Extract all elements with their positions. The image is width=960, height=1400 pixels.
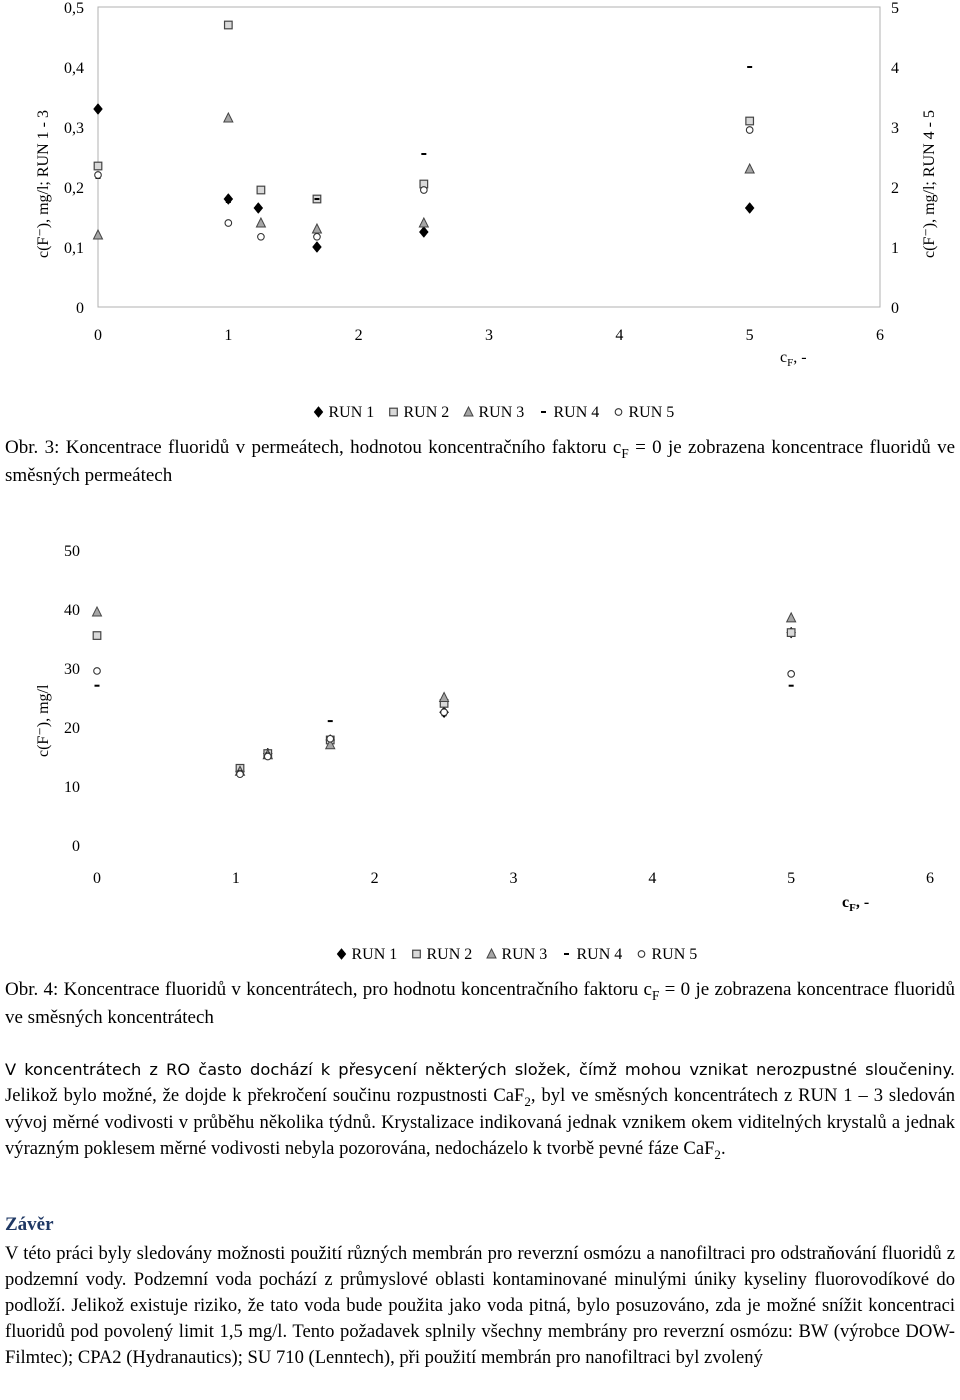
legend-item	[638, 946, 697, 963]
x-tick-label: 6	[926, 870, 934, 887]
data-point-run-4	[421, 153, 426, 155]
x-tick-label: 2	[354, 327, 363, 344]
legend-item	[464, 404, 524, 421]
data-point-run-2	[94, 162, 102, 170]
legend-marker	[314, 407, 323, 418]
y-tick-label: 30	[64, 661, 80, 678]
y-tick-label-left: 0,5	[64, 0, 84, 17]
data-point-run-4	[789, 685, 794, 687]
legend-marker	[564, 953, 569, 955]
chart-permeate-fluoride	[0, 0, 960, 430]
data-point-run-5	[258, 234, 265, 241]
legend-item	[487, 946, 547, 963]
legend	[337, 946, 697, 963]
legend-marker	[413, 950, 421, 958]
y-tick-label-left: 0,2	[64, 180, 84, 197]
x-tick-label: 6	[876, 327, 884, 344]
y-tick-label-right: 0	[891, 300, 899, 317]
x-axis-label: $c_F$, -	[780, 349, 807, 369]
legend-marker	[615, 409, 622, 416]
data-point-run-4	[747, 66, 752, 68]
x-tick-label: 3	[509, 870, 518, 887]
legend-label: RUN 2	[403, 404, 450, 421]
y-tick-label: 50	[64, 543, 80, 560]
legend-marker	[638, 951, 645, 958]
y-tick-label-right: 5	[891, 0, 899, 17]
y-tick-label-left: 0,4	[64, 60, 84, 77]
x-tick-label: 1	[224, 327, 233, 344]
x-tick-label: 1	[231, 870, 240, 887]
legend-label: RUN 3	[501, 946, 548, 963]
y-tick-label: 40	[64, 602, 80, 619]
y-tick-label-left: 0,1	[64, 240, 84, 257]
data-point-run-2	[225, 21, 233, 29]
x-tick-label: 4	[615, 327, 624, 344]
legend-item	[541, 404, 599, 421]
x-tick-label: 3	[485, 327, 493, 344]
legend-item	[564, 946, 622, 963]
figure-caption-4: Obr. 4: Koncentrace fluoridů v koncentrátech, pro hodnotu koncentračního faktoru $c_F = 0$ je zobrazena koncentrace fluoridů ve směsných koncentrátech	[5, 979, 956, 1028]
legend-marker	[541, 411, 546, 413]
legend-item	[390, 404, 450, 421]
x-tick-label: 2	[370, 870, 379, 887]
data-point-run-3	[93, 607, 102, 616]
legend-label: RUN 5	[628, 404, 675, 421]
data-point-run-5	[441, 709, 448, 716]
figure-caption-3: Obr. 3: Koncentrace fluoridů v permeátech, hodnotou koncentračního faktoru $c_F = 0$ je zobrazena koncentrace fluoridů ve směsných permeátech	[5, 437, 955, 486]
legend-marker	[390, 408, 398, 416]
data-point-run-4	[95, 685, 100, 687]
plot-area	[98, 7, 880, 307]
section-heading: Závěr	[5, 1214, 54, 1235]
y-tick-label-right: 1	[891, 240, 899, 257]
data-point-run-5	[327, 736, 334, 743]
data-point-run-5	[314, 234, 321, 241]
legend-item	[337, 946, 397, 963]
body-paragraph-2: V této práci byly sledovány možnosti použití různých membrán pro reverzní osmózu a nanofiltraci pro odstraňování fluoridů z podzemní vody. Podzemní voda pochází z průmyslové oblasti kontaminované minulými úniky kyseliny fluorovodíkové do podloží. Jelikož existuje riziko, že tato voda bude použita jako voda pitná, bylo posuzováno, zda je možné snížit koncentraci fluoridů pod povolený limit 1,5 mg/l. Tento požadavek splnily všechny membrány pro reverzní osmózu: BW (výrobce DOW-Filmtec); CPA2 (Hydranautics); SU 710 (Lenntech), při použití membrán pro nanofiltraci byl zvolený	[5, 1243, 955, 1368]
data-point-run-5	[95, 172, 102, 179]
x-axis-label: $c_F$, -	[842, 894, 870, 914]
y-tick-label: 0	[72, 838, 80, 855]
x-tick-label: 0	[93, 870, 101, 887]
data-point-run-5	[264, 753, 271, 760]
legend-label: RUN 3	[478, 404, 525, 421]
legend-item	[314, 404, 374, 421]
data-point-run-2	[746, 117, 754, 125]
x-tick-label: 5	[787, 870, 796, 887]
legend-marker	[464, 407, 473, 416]
y-axis-label: c(F⁻), mg/l	[35, 684, 52, 757]
x-tick-label: 0	[94, 327, 102, 344]
legend-label: RUN 1	[328, 404, 375, 421]
y-tick-label-left: 0,3	[64, 120, 84, 137]
data-point-run-5	[788, 671, 795, 678]
y-tick-label-right: 3	[891, 120, 899, 137]
legend-label: RUN 2	[426, 946, 473, 963]
data-point-run-4	[328, 720, 333, 722]
chart-concentrate-fluoride	[0, 525, 960, 970]
data-point-run-5	[225, 220, 232, 227]
data-point-run-4	[314, 198, 319, 200]
legend	[314, 404, 674, 421]
y-axis-label-left: c(F⁻), mg/l; RUN 1 - 3	[35, 110, 52, 258]
legend-label: RUN 5	[651, 946, 698, 963]
y-axis-label-right: c(F⁻), mg/l; RUN 4 - 5	[921, 110, 938, 258]
data-point-run-5	[94, 668, 101, 675]
body-paragraph-1: V koncentrátech z RO často dochází k přesycení některých složek, čímž mohou vznikat nerozpustné sloučeniny. Jelikož bylo možné, že dojde k překročení součinu rozpustnosti CaF$_2$, byl ve směsných koncentrátech z RUN 1 – 3 sledován vývoj měrné vodivosti v průběhu několika týdnů. Krystalizace indikovaná jednak vznikem okem viditelných krystalů a jednak výrazným poklesem měrné vodivosti nebyla pozorována, nedocházelo k tvorbě pevné fáze CaF$_2$.	[5, 1060, 955, 1162]
data-point-run-5	[746, 127, 753, 134]
legend-label: RUN 1	[351, 946, 398, 963]
legend-item	[615, 404, 674, 421]
data-point-run-3	[787, 613, 796, 622]
legend-label: RUN 4	[576, 946, 623, 963]
data-point-run-2	[93, 632, 101, 640]
data-point-run-5	[421, 187, 428, 194]
y-tick-label-right: 4	[891, 60, 899, 77]
y-tick-label: 10	[64, 779, 80, 796]
legend-marker	[337, 949, 346, 960]
y-tick-label: 20	[64, 720, 80, 737]
y-tick-label-right: 2	[891, 180, 899, 197]
legend-item	[413, 946, 473, 963]
data-point-run-2	[787, 629, 795, 637]
legend-marker	[487, 949, 496, 958]
data-point-run-2	[257, 186, 265, 194]
x-tick-label: 5	[745, 327, 754, 344]
data-point-run-3	[440, 693, 449, 702]
data-point-run-5	[237, 771, 244, 778]
data-point-run-4	[226, 201, 231, 203]
legend-label: RUN 4	[553, 404, 600, 421]
x-tick-label: 4	[648, 870, 657, 887]
y-tick-label-left: 0	[76, 300, 84, 317]
